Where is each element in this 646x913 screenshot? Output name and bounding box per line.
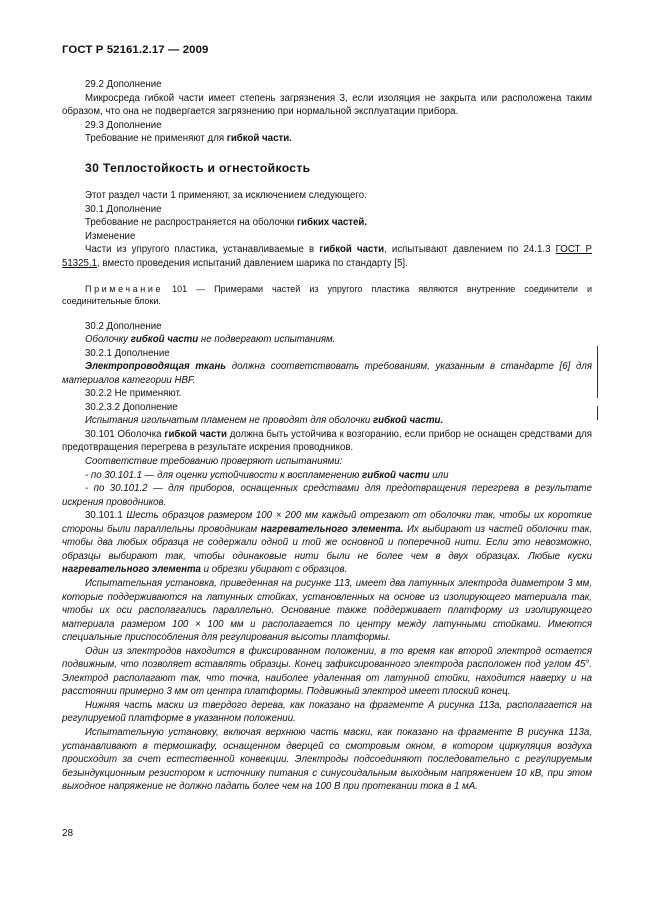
clause-30-2-heading: 30.2 Дополнение [85,320,162,332]
text-run: Требование не распространяется на оболочки [85,217,298,229]
note-text: 101 — Примерами частей из упругого пластика являются внутренние соединители и соединительные блоки. [62,283,592,307]
text-run: Требование не применяют для [85,133,227,145]
text-run: , испытывают давлением по 24.1.3 [384,244,556,256]
mask-description: Нижняя часть маски из твердого дерева, как показано на фрагменте A рисунка 113a, располагается на регулируемой платформе в указанном положении. [62,699,592,725]
text-run: , вместо проведения испытаний давлением шарика по стандарту [5]. [97,258,408,270]
term-flexible-part: гибкой части [362,469,430,481]
clause-30-101-1-text [62,509,592,577]
clause-30-1-modification-text [62,243,592,270]
section-30-intro: Этот раздел части 1 применяют, за исключением следующего. [85,190,367,202]
text-run: не подвергают испытаниям. [198,334,336,346]
clause-29-2-heading: 29.2 Дополнение [85,79,162,90]
test-list-item-2: - по 30.101.2 — для приборов, оснащенных средствами для предотвращения перегрева в результате искрения проводников. [62,483,592,508]
clause-30-1-text [62,216,592,230]
text-run: должна быть устойчива к возгоранию, если прибор не оснащен средствами для предотвращения перегрева в результате искрения проводников. [62,428,592,454]
clause-30-2-1-text [62,360,592,387]
clause-30-2-3-2-heading: 30.2.3.2 Дополнение [85,401,178,413]
gost-reference-link[interactable]: ГОСТ Р 51325.1 [62,244,593,270]
clause-number: 30.101.1 [85,510,127,522]
oven-setup-description: Испытательную установку, включая верхнюю часть маски, как показано на фрагменте B рисунка 113a, устанавливают в термошкафу, оснащенном дверцей со смотровым окном, в котором циркуляция воздуха происходит за счет естественной конвекции. Электроды подсоединяют последовательно с регулируемым безындукционным резистором к источнику питания с синусоидальным выходным напряжением 10 кВ, при этом выходное напряжение не должно падать более чем на 100 В при протекании тока в 1 мА. [62,726,592,793]
clause-29-3-text [62,132,592,146]
text-run: 30.101 Оболочка [85,428,165,440]
clause-30-2-2: 30.2.2 Не применяют. [85,388,182,400]
term-conductive-fabric: Электропроводящая ткань [85,361,227,373]
test-setup-description: Испытательная установка, приведенная на рисунке 113, имеет два латунных электрода диаметром 3 мм, которые поддерживаются на латунных стойках, установленных на основе из изолирующего материала так, чтобы их оси располагались параллельно. Основание также поддерживает платформу из изолирующего материала размером 100 × 100 мм и располагается по центру между латунными стойками. Имеются специальные приспособления для регулирования высоты платформы. [62,577,592,644]
compliance-statement: Соответствие требованию проверяют испытаниями: [85,456,343,468]
page-number: 28 [62,828,74,839]
term-flexible-part: гибкой части. [226,133,292,145]
text-run: должна соответствовать требованиям, указанным в стандарте [6] для материалов категории HBF. [62,361,592,386]
term-flexible-part: гибкой части [164,428,227,440]
text-run: - по 30.101.1 — для оценки устойчивости к воспламенению [85,469,363,481]
term-flexible-part: гибкой части [130,334,199,346]
text-run: Их выбирают из частей оболочки так, чтобы два любых образца не содержали одной и той же основной и поперечной нити. Если это невозможно, образцы выбирают так, чтобы одинаковые нити были не более чем в двух образцах. Любые куски [62,523,593,562]
clause-29-3-heading: 29.3 Дополнение [85,119,162,131]
clause-30-2-3-2-text [62,414,592,428]
document-body [62,78,592,794]
term-flexible-part: гибкой части [319,244,385,256]
text-run: и обрезки убирают с образцов. [200,564,348,576]
electrode-description: Один из электродов находится в фиксированном положении, в то время как второй электрод остается подвижным, что позволяет вставлять образцы. Конец зафиксированного электрода расположен под углом 45°. Электрод располагают так, что точка, наиболее удаленная от латунной стойки, находится наверху и на расстоянии примерно 3 мм от центра платформы. Подвижный электрод имеет плоский конец. [62,645,592,698]
revision-bar [597,346,598,398]
text-run: Испытания игольчатым пламенем не проводят для оболочки [85,415,373,427]
clause-30-2-1-heading: 30.2.1 Дополнение [85,347,170,359]
text-run: Части из упругого пластика, устанавливаемые в [85,244,320,256]
standard-id-header: ГОСТ Р 52161.2.17 — 2009 [62,44,209,56]
note-101 [62,283,592,308]
revision-bar [597,406,598,420]
term-heating-element: нагревательного элемента [62,564,201,576]
modification-label: Изменение [85,230,136,242]
term-flexible-part: гибкой части. [373,415,444,427]
clause-30-1-heading: 30.1 Дополнение [85,203,162,215]
clause-30-101-text [62,428,592,455]
clause-30-2-text [62,333,592,347]
clause-29-2-text: Микросреда гибкой части имеет степень загрязнения 3, если изоляция не закрыта или расположена таким образом, что она не подвергается загрязнению при нормальной эксплуатации прибора. [62,92,592,118]
text-run: Шесть образцов размером 100 × 200 мм каждый отрезают от оболочки так, чтобы их короткие стороны были параллельны проводникам [62,510,593,535]
text-run: или [429,469,449,481]
term-heating-element: нагревательного элемента. [260,523,404,535]
section-30-title: 30 Теплостойкость и огнестойкость [85,160,311,175]
term-flexible-parts: гибких частей. [297,217,368,229]
test-list-item-1 [62,469,592,483]
text-run: Оболочку [85,334,131,346]
note-label: Примечание [85,283,164,294]
